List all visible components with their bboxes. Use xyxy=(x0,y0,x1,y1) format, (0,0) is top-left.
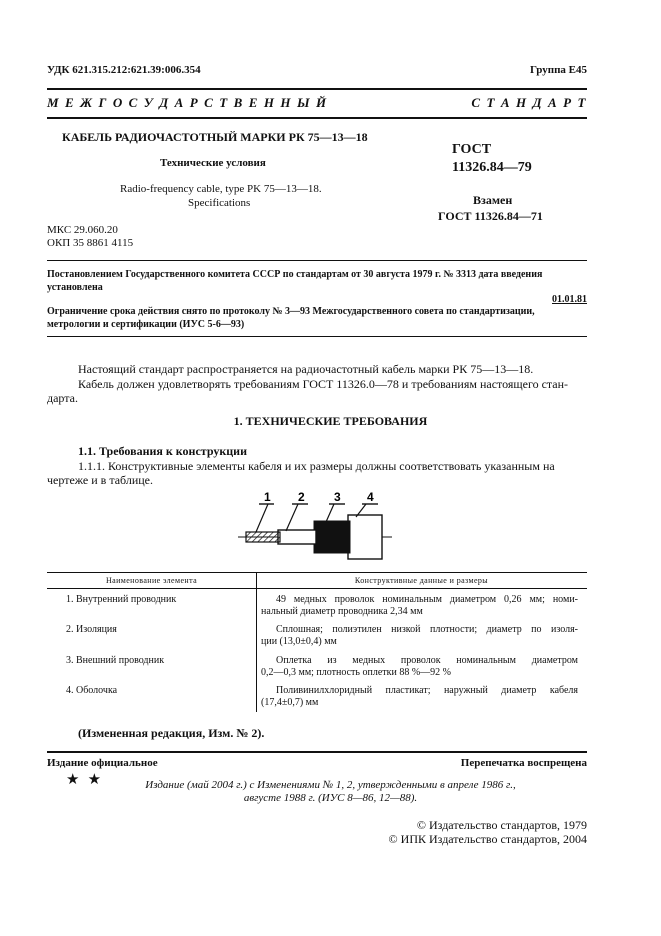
official-edition: Издание официальное xyxy=(47,757,158,769)
clause-line2: чертеже и в таблице. xyxy=(47,473,154,487)
copyright-1979: © Издательство стандартов, 1979 xyxy=(416,818,587,832)
group-code: Группа Е45 xyxy=(529,64,587,76)
row-value-line2: 0,2—0,3 мм; плотность оплетки 88 %—92 % xyxy=(261,667,452,678)
row-value-line2: (17,4±0,7) мм xyxy=(261,697,319,708)
copyright-2004: © ИПК Издательство стандартов, 2004 xyxy=(388,832,587,846)
revision-note: (Измененная редакция, Изм. № 2). xyxy=(78,726,265,740)
replaced-standard: ГОСТ 11326.84—71 xyxy=(438,209,543,223)
banner-rule xyxy=(47,117,587,119)
gost-number: 11326.84—79 xyxy=(452,160,532,175)
table-header-element: Наименование элемента xyxy=(105,576,198,585)
braid-shape xyxy=(314,521,350,553)
row-name: 4. Оболочка xyxy=(66,685,118,696)
intro-paragraph-2-line2: дарта. xyxy=(47,391,78,405)
row-name: 3. Внешний проводник xyxy=(66,655,165,666)
decree-line1: Постановлением Государственного комитета СССР по стандартам от 30 августа 1979 г. № 3313 дата введения xyxy=(47,269,543,280)
replaced-label: Взамен xyxy=(473,193,513,207)
figure-label-2: 2 xyxy=(298,490,305,504)
row-value-line1: Сплошная; полиэтилен низкой плотности; диаметр по изоля- xyxy=(276,624,578,635)
intro-paragraph-1: Настоящий стандарт распространяется на радиочастотный кабель марки РК 75—13—18. xyxy=(78,362,534,376)
row-value-line1: Оплетка из медных проволок номинальным диаметром xyxy=(276,655,578,666)
table-column-divider xyxy=(256,572,257,712)
row-value-line2: ции (13,0±0,4) мм xyxy=(261,636,337,647)
title-rule xyxy=(47,260,587,261)
banner-interstate: М Е Ж Г О С У Д А Р С Т В Е Н Н Ы Й xyxy=(47,95,328,110)
section-heading: 1. ТЕХНИЧЕСКИЕ ТРЕБОВАНИЯ xyxy=(233,414,428,428)
english-subtitle: Specifications xyxy=(188,197,251,209)
clause-line1: 1.1.1. Конструктивные элементы кабеля и их размеры должны соответствовать указанным на xyxy=(78,459,555,473)
insulation-shape xyxy=(278,530,316,544)
intro-paragraph-2-line1: Кабель должен удовлетворять требованиям ГОСТ 11326.0—78 и требованиям настоящего стан- xyxy=(78,377,569,391)
gost-label: ГОСТ xyxy=(452,142,492,157)
row-name: 2. Изоляция xyxy=(66,624,117,635)
row-value-line2: нальный диаметр проводника 2,34 мм xyxy=(261,606,423,617)
figure-label-4: 4 xyxy=(367,490,374,504)
row-name: 1. Внутренний проводник xyxy=(66,594,177,605)
decree-rule xyxy=(47,336,587,337)
footer-rule xyxy=(47,751,587,753)
star-marks: ★ ★ xyxy=(66,771,104,788)
inner-conductor-shape xyxy=(246,532,280,542)
table-top-rule xyxy=(47,572,587,573)
okp-code: ОКП 35 8861 4115 xyxy=(47,237,134,249)
row-value-line1: Поливинилхлоридный пластикат; наружный диаметр кабеля xyxy=(276,685,578,696)
introduction-date: 01.01.81 xyxy=(552,294,587,305)
edition-note-line2: августе 1988 г. (ИУС 8—86, 12—88). xyxy=(243,792,418,804)
mks-code: МКС 29.060.20 xyxy=(47,224,118,236)
figure-label-3: 3 xyxy=(334,490,341,504)
top-rule xyxy=(47,88,587,90)
restriction-line1: Ограничение срока действия снято по протоколу № 3—93 Межгосударственного совета по стандартизации, xyxy=(47,306,535,317)
sheath-shape xyxy=(348,515,382,559)
row-value-line1: 49 медных проволок номинальным диаметром 0,26 мм; номи- xyxy=(276,594,578,605)
table-header-data: Конструктивные данные и размеры xyxy=(354,576,489,585)
english-title: Radio-frequency cable, type PK 75—13—18. xyxy=(120,183,322,195)
table-header-rule xyxy=(47,588,587,589)
cable-drawing xyxy=(230,490,400,562)
restriction-line2: метрологии и сертификации (ИУС 5-6—93) xyxy=(47,319,245,330)
document-title: КАБЕЛЬ РАДИОЧАСТОТНЫЙ МАРКИ РК 75—13—18 xyxy=(62,130,368,144)
udk-code: УДК 621.315.212:621.39:006.354 xyxy=(47,64,201,76)
figure-label-1: 1 xyxy=(264,490,271,504)
document-subtitle: Технические условия xyxy=(160,157,266,169)
edition-note-line1: Издание (май 2004 г.) с Изменениями № 1, 2, утвержденными в апреле 1986 г., xyxy=(145,779,516,791)
banner-standard: С Т А Н Д А Р Т xyxy=(471,95,587,110)
decree-line2: установлена xyxy=(47,282,103,293)
reprint-prohibited: Перепечатка воспрещена xyxy=(460,757,587,769)
subsection-heading: 1.1. Требования к конструкции xyxy=(78,444,248,458)
